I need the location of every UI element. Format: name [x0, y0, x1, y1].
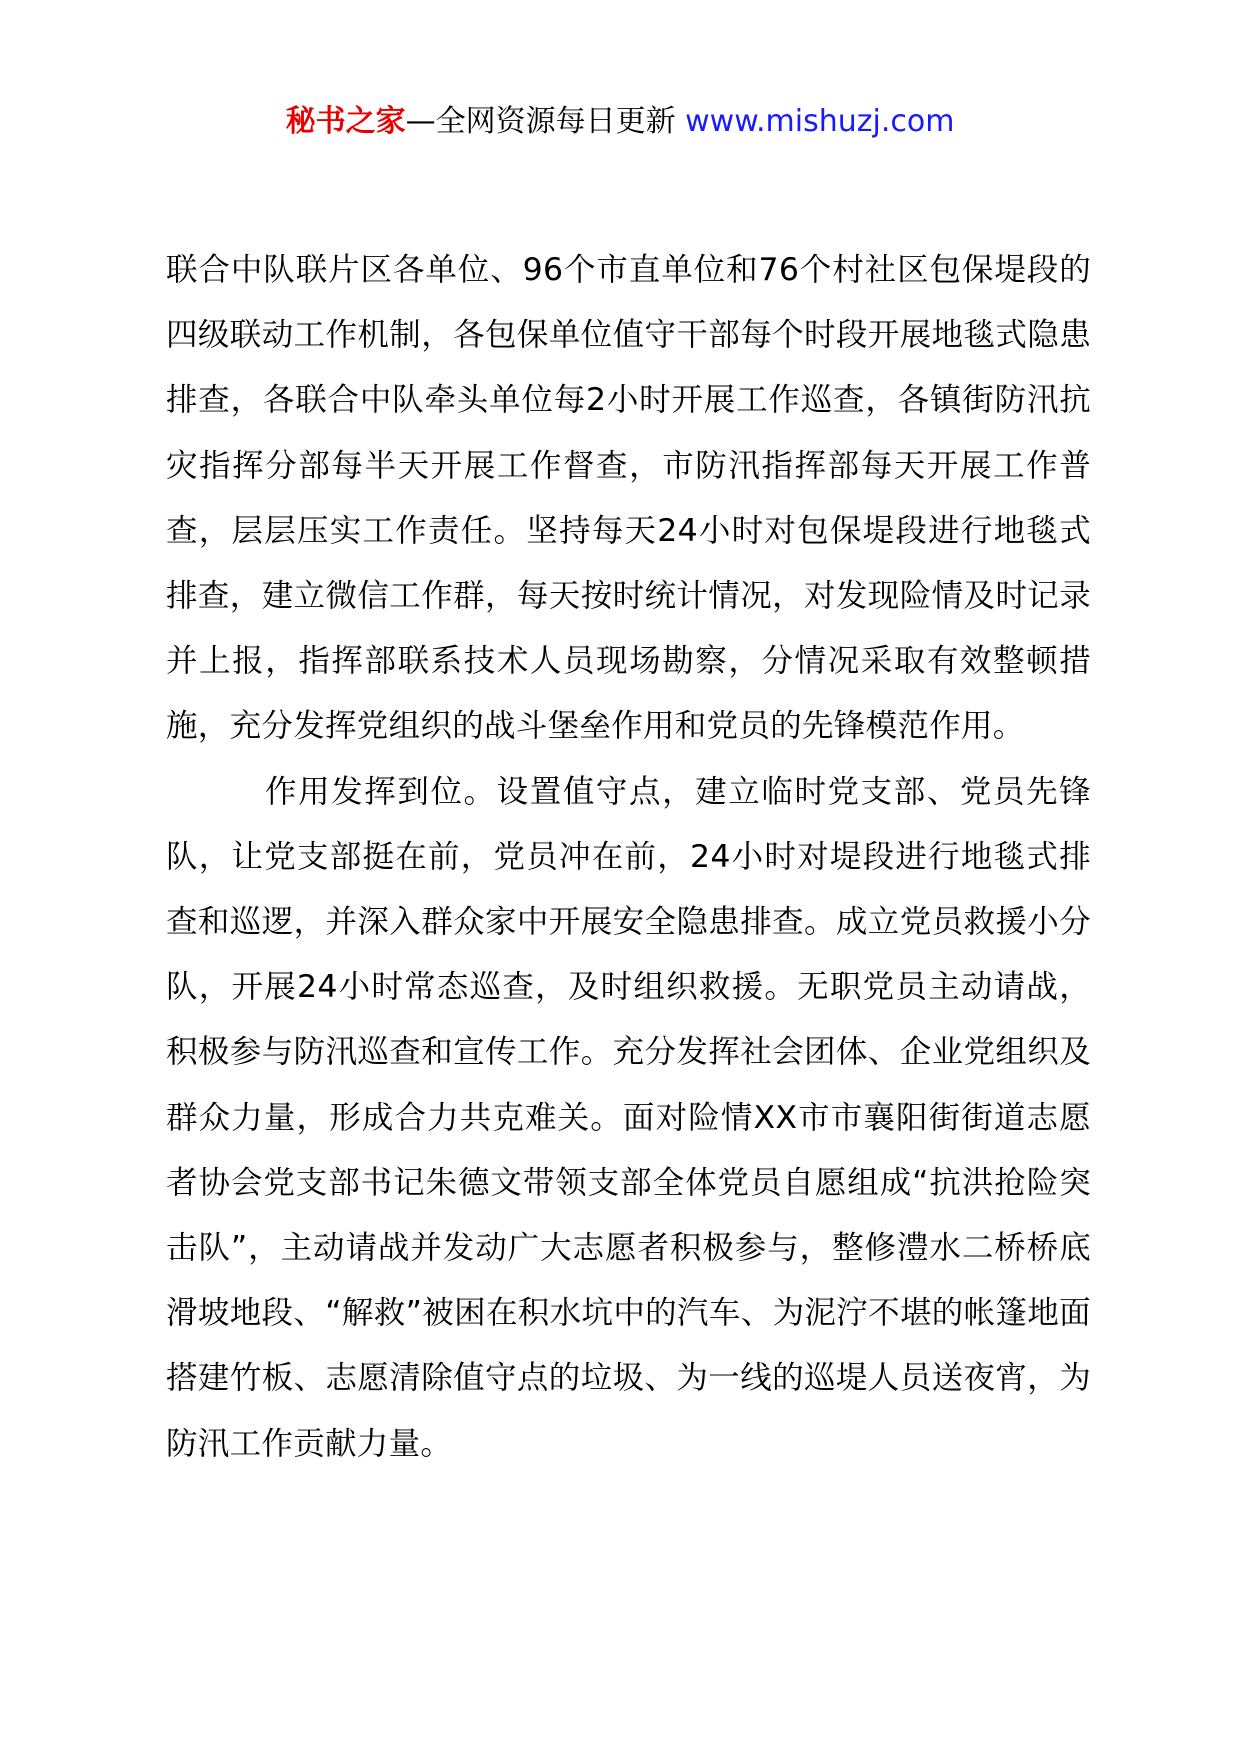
page-header — [0, 100, 1240, 144]
paragraph-continued: 联合中队联片区各单位、96个市直单位和76个村社区包保堤段的四级联动工作机制，各包保单位值守干部每个时段开展地毯式隐患排查，各联合中队牵头单位每2小时开展工作巡查，各镇街防汛抗灾指挥分部每半天开展工作督查，市防汛指挥部每天开展工作普查，层层压实工作责任。坚持每天24小时对包保堤段进行地毯式排查，建立微信工作群，每天按时统计情况，对发现险情及时记录并上报，指挥部联系技术人员现场勘察，分情况采取有效整顿措施，充分发挥党组织的战斗堡垒作用和党员的先锋模范作用。 — [166, 252, 1091, 745]
document-body — [166, 238, 1091, 1477]
brand-name: 秘书之家 — [285, 104, 406, 139]
paragraph-role-in-place: 作用发挥到位。设置值守点，建立临时党支部、党员先锋队，让党支部挺在前，党员冲在前，24小时对堤段进行地毯式排查和巡逻，并深入群众家中开展安全隐患排查。成立党员救援小分队，开展24小时常态巡查，及时组织救援。无职党员主动请战，积极参与防汛巡查和宣传工作。充分发挥社会团体、企业党组织及群众力量，形成合力共克难关。面对险情XX市市襄阳街街道志愿者协会党支部书记朱德文带领支部全体党员自愿组成“抗洪抢险突击队”，主动请战并发动广大志愿者积极参与，整修澧水二桥桥底滑坡地段、“解救”被困在积水坑中的汽车、为泥泞不堪的帐篷地面搭建竹板、志愿清除值守点的垃圾、为一线的巡堤人员送夜宵，为防汛工作贡献力量。 — [166, 773, 1091, 1462]
site-url-link[interactable]: www.mishuzj.com — [685, 104, 955, 139]
header-tagline: —全网资源每日更新 — [405, 104, 676, 139]
